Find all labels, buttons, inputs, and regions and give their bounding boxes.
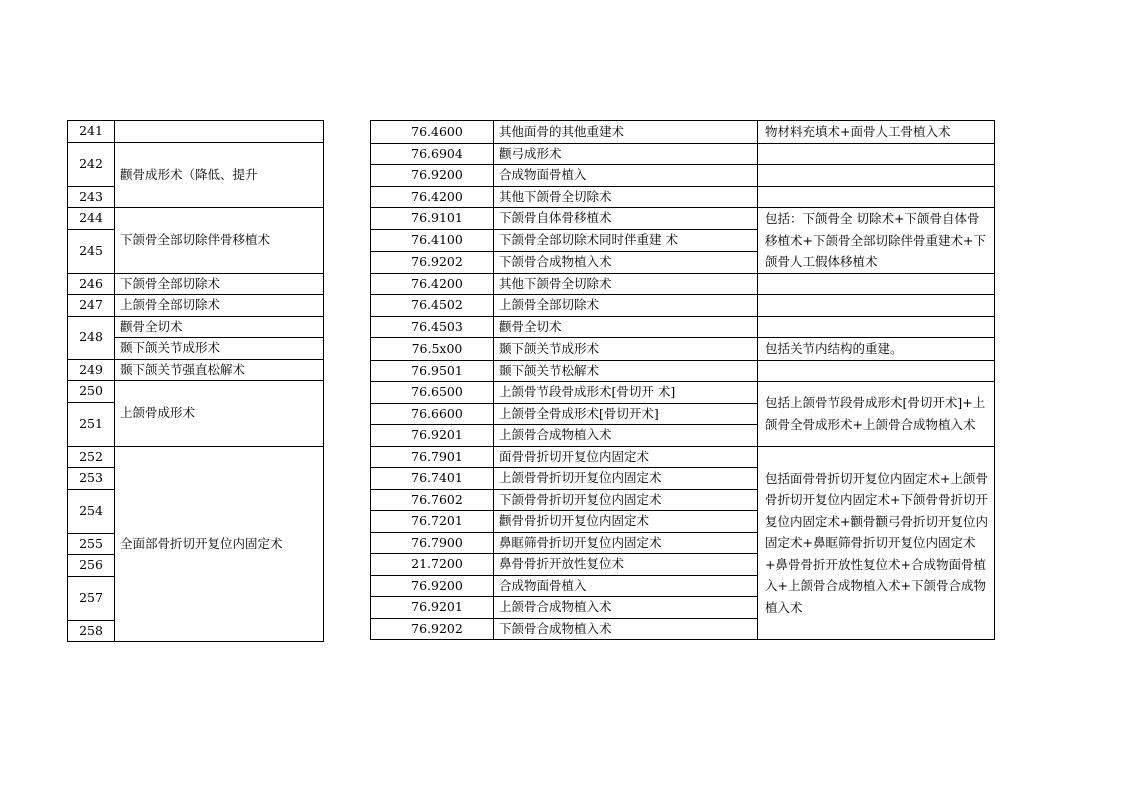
procedure-name: 上颌骨节段骨成形术[骨切开 术] bbox=[494, 382, 758, 404]
row-number: 252 bbox=[68, 446, 115, 468]
table-row bbox=[371, 446, 995, 468]
row-number: 242 bbox=[68, 142, 115, 186]
procedure-name: 鼻眶筛骨折切开复位内固定术 bbox=[494, 532, 758, 554]
procedure-code: 21.7200 bbox=[371, 554, 494, 576]
note-cell bbox=[758, 165, 995, 187]
row-number: 247 bbox=[68, 295, 115, 317]
table-row bbox=[371, 165, 995, 187]
table-row bbox=[68, 446, 324, 468]
procedure-code: 76.4600 bbox=[371, 121, 494, 144]
table-row bbox=[371, 360, 995, 382]
procedure-name: 颧骨骨折切开复位内固定术 bbox=[494, 511, 758, 533]
procedure-name: 合成物面骨植入 bbox=[494, 575, 758, 597]
note-cell: 包括：下颌骨全 切除术+下颌骨自体骨移植术+下颌骨全部切除伴骨重建术+下颌骨人工假体移植术 bbox=[758, 208, 995, 274]
table-row bbox=[68, 295, 324, 317]
table-row bbox=[371, 382, 995, 404]
procedure-name: 面骨骨折切开复位内固定术 bbox=[494, 446, 758, 468]
procedure-code: 76.4200 bbox=[371, 186, 494, 208]
row-number: 249 bbox=[68, 359, 115, 381]
procedure-code: 76.9201 bbox=[371, 597, 494, 619]
note-cell bbox=[758, 316, 995, 338]
procedure-name: 鼻骨骨折开放性复位术 bbox=[494, 554, 758, 576]
procedure-code: 76.9101 bbox=[371, 208, 494, 230]
procedure-code: 76.6904 bbox=[371, 143, 494, 165]
row-number: 258 bbox=[68, 620, 115, 642]
procedure-name: 上颌骨合成物植入术 bbox=[494, 425, 758, 447]
procedure-name: 下颌骨合成物植入术 bbox=[494, 618, 758, 640]
table-row bbox=[371, 121, 995, 144]
note-cell: 包括面骨骨折切开复位内固定术+上颌骨骨折切开复位内固定术+下颌骨骨折切开复位内固定术+颧骨颧弓骨折切开复位内固定术+鼻眶筛骨折切开复位内固定术+鼻骨骨折开放性复位术+合成物面骨植入+上颌骨合成物植入术+下颌骨合成物植入术 bbox=[758, 446, 995, 640]
row-number: 255 bbox=[68, 533, 115, 555]
table-row bbox=[68, 316, 324, 338]
row-number: 254 bbox=[68, 489, 115, 533]
table-row bbox=[68, 273, 324, 295]
row-number: 257 bbox=[68, 576, 115, 620]
note-cell: 包括关节内结构的重建。 bbox=[758, 338, 995, 361]
note-cell: 物材料充填术+面骨人工骨植入术 bbox=[758, 121, 995, 144]
table-row bbox=[68, 359, 324, 381]
table-row bbox=[371, 338, 995, 361]
procedure-name: 下颌骨合成物植入术 bbox=[494, 251, 758, 273]
row-number: 253 bbox=[68, 468, 115, 490]
procedure-name: 颧骨全切术 bbox=[494, 316, 758, 338]
procedure-code: 76.9501 bbox=[371, 360, 494, 382]
table-row bbox=[68, 381, 324, 403]
procedure-code: 76.7901 bbox=[371, 446, 494, 468]
procedure-code: 76.7900 bbox=[371, 532, 494, 554]
procedure-name: 下颌骨骨折切开复位内固定术 bbox=[494, 489, 758, 511]
procedure-code: 76.9200 bbox=[371, 165, 494, 187]
procedure-group: 颧骨成形术（降低、提升 bbox=[115, 142, 324, 208]
procedure-name: 上颌骨骨折切开复位内固定术 bbox=[494, 468, 758, 490]
row-number: 251 bbox=[68, 402, 115, 446]
procedure-name: 颧弓成形术 bbox=[494, 143, 758, 165]
table-row bbox=[68, 208, 324, 230]
procedure-code: 76.4503 bbox=[371, 316, 494, 338]
table-row bbox=[68, 142, 324, 186]
table-row bbox=[371, 143, 995, 165]
procedure-code: 76.6500 bbox=[371, 382, 494, 404]
procedure-name: 下颌骨全部切除术同时伴重建 术 bbox=[494, 229, 758, 251]
procedure-group bbox=[115, 121, 324, 143]
procedure-group: 下颌骨全部切除术 bbox=[115, 273, 324, 295]
table-row bbox=[371, 273, 995, 295]
row-number: 241 bbox=[68, 121, 115, 143]
procedure-code: 76.4100 bbox=[371, 229, 494, 251]
row-number: 245 bbox=[68, 229, 115, 273]
procedure-group: 上颌骨全部切除术 bbox=[115, 295, 324, 317]
table-row bbox=[371, 316, 995, 338]
left-table bbox=[67, 120, 324, 642]
procedure-name: 颞下颌关节松解术 bbox=[494, 360, 758, 382]
procedure-name: 颞下颌关节成形术 bbox=[494, 338, 758, 361]
procedure-group: 全面部骨折切开复位内固定术 bbox=[115, 446, 324, 642]
procedure-name: 合成物面骨植入 bbox=[494, 165, 758, 187]
note-cell bbox=[758, 360, 995, 382]
procedure-code: 76.7602 bbox=[371, 489, 494, 511]
row-number: 246 bbox=[68, 273, 115, 295]
procedure-code: 76.9200 bbox=[371, 575, 494, 597]
procedure-code: 76.9202 bbox=[371, 618, 494, 640]
table-row bbox=[371, 208, 995, 230]
note-cell bbox=[758, 186, 995, 208]
procedure-code: 76.7201 bbox=[371, 511, 494, 533]
procedure-group: 下颌骨全部切除伴骨移植术 bbox=[115, 208, 324, 274]
procedure-code: 76.7401 bbox=[371, 468, 494, 490]
row-number: 244 bbox=[68, 208, 115, 230]
procedure-code: 76.9202 bbox=[371, 251, 494, 273]
procedure-name: 下颌骨自体骨移植术 bbox=[494, 208, 758, 230]
procedure-code: 76.9201 bbox=[371, 425, 494, 447]
procedure-name: 上颌骨合成物植入术 bbox=[494, 597, 758, 619]
note-cell bbox=[758, 143, 995, 165]
procedure-code: 76.5x00 bbox=[371, 338, 494, 361]
table-row bbox=[371, 186, 995, 208]
row-number: 250 bbox=[68, 381, 115, 403]
procedure-group: 上颌骨成形术 bbox=[115, 381, 324, 447]
procedure-code: 76.6600 bbox=[371, 403, 494, 425]
procedure-name: 上颌骨全部切除术 bbox=[494, 295, 758, 317]
procedure-group: 颞下颌关节强直松解术 bbox=[115, 359, 324, 381]
procedure-code: 76.4200 bbox=[371, 273, 494, 295]
note-cell: 包括上颌骨节段骨成形术[骨切开术]+上颌骨全骨成形术+上颌骨合成物植入术 bbox=[758, 382, 995, 447]
procedure-name: 其他面骨的其他重建术 bbox=[494, 121, 758, 144]
procedure-group: 颧骨全切术 bbox=[115, 316, 324, 338]
right-table bbox=[370, 120, 995, 640]
note-cell bbox=[758, 273, 995, 295]
procedure-group: 颞下颌关节成形术 bbox=[115, 338, 324, 360]
procedure-name: 上颌骨全骨成形术[骨切开术] bbox=[494, 403, 758, 425]
table-row bbox=[371, 295, 995, 317]
row-number: 256 bbox=[68, 555, 115, 577]
note-cell bbox=[758, 295, 995, 317]
row-number: 243 bbox=[68, 186, 115, 208]
table-row bbox=[68, 121, 324, 143]
procedure-name: 其他下颌骨全切除术 bbox=[494, 273, 758, 295]
row-number: 248 bbox=[68, 316, 115, 359]
procedure-name: 其他下颌骨全切除术 bbox=[494, 186, 758, 208]
procedure-code: 76.4502 bbox=[371, 295, 494, 317]
